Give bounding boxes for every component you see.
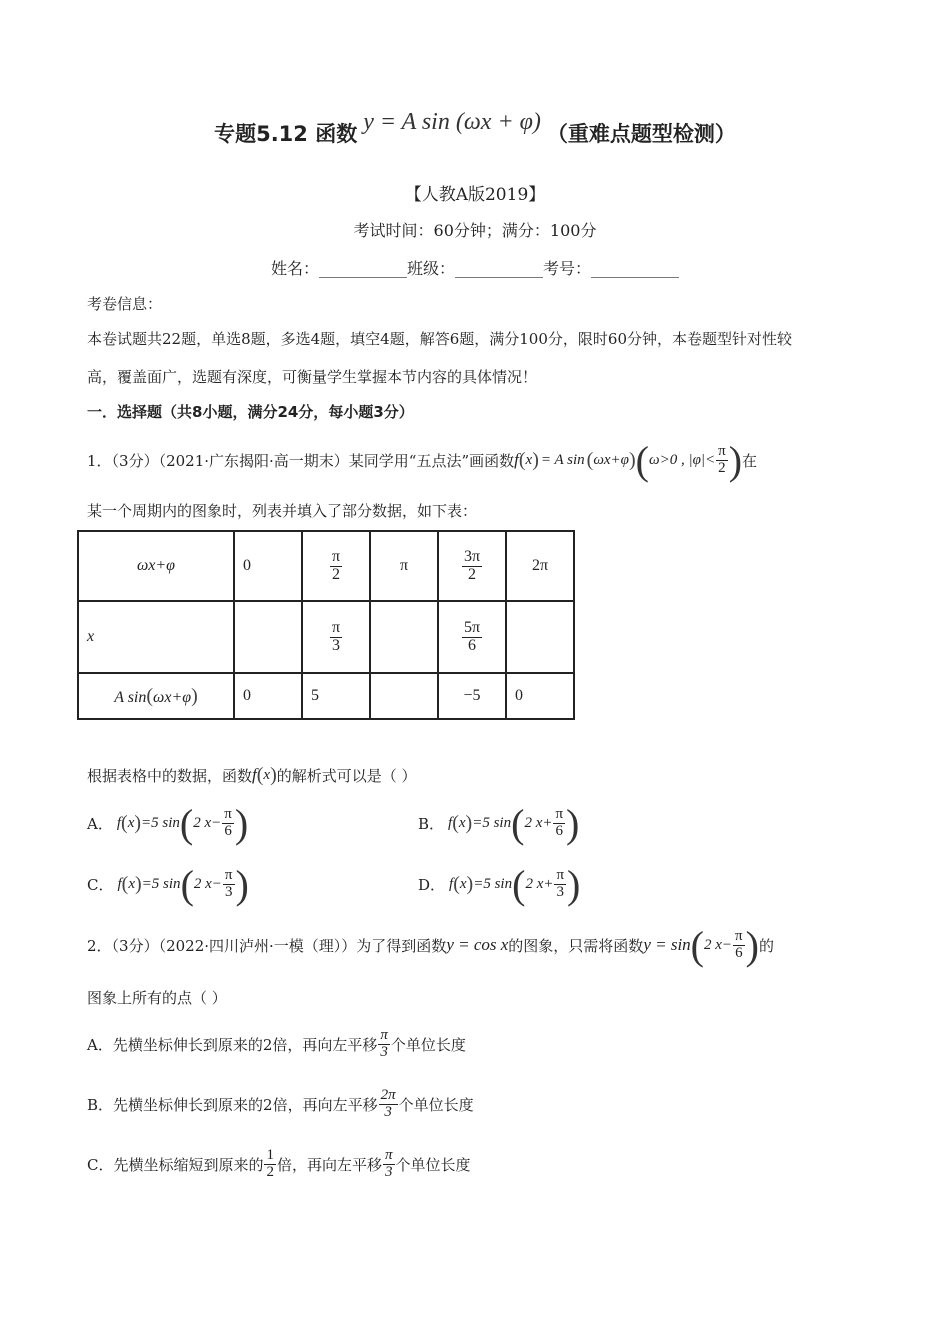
q2-target: y = cos x: [446, 935, 509, 954]
table-cell: [234, 601, 302, 673]
question-2-stem: 2．（3分）（2022·四川泸州·一模（理））为了得到函数 y = cos x 的图象，只需将函数 y = sin ( 2 x− $\frac{\pi}{6}$ ) 的: [87, 922, 774, 968]
table-cell: [506, 601, 574, 673]
section-heading: 一．选择题（共8小题，满分24分，每小题3分）: [87, 403, 414, 421]
q1-condition-frac: $\frac{\pi}{2}$: [718, 442, 726, 476]
q1-question-a: 根据表格中的数据，函数: [87, 766, 253, 785]
table-cell: [370, 673, 438, 719]
q2-line-2: 图象上所有的点（ ）: [87, 989, 227, 1007]
q1-x: x: [525, 451, 533, 468]
edition-label: 【人教A版2019】: [404, 185, 546, 205]
info-heading: 考卷信息：: [87, 295, 163, 313]
q1-condition: ω>0 , |φ|<: [648, 451, 716, 468]
q2-lead: 2．（3分）（2022·四川泸州·一模（理））为了得到函数: [87, 936, 447, 955]
page-title: [0, 109, 950, 148]
table-cell: 5: [302, 673, 370, 719]
q1-line-2: 某一个周期内的图象时，列表并填入了部分数据，如下表：: [87, 502, 478, 520]
name-blank: ___________: [318, 259, 407, 278]
table-cell: $\frac{5\pi}{6}$: [438, 601, 506, 673]
q1-option-a[interactable]: A． f ( x ) =5 sin ( 2 x− $\frac{\pi}{6}$ ): [87, 800, 249, 846]
question-1-stem: 1．（3分）（2021·广东揭阳·高一期末）某同学用“五点法”画函数 f ( x ) = A sin ( ωx+φ ) ( ω>0 , |φ|< $\frac{\pi}{2}$ ) 在: [87, 437, 758, 483]
table-cell: 2π: [506, 531, 574, 601]
table-cell: −5: [438, 673, 506, 719]
q1-option-b[interactable]: B． f ( x ) =5 sin ( 2 x+ $\frac{\pi}{6}$ ): [418, 800, 580, 846]
q1-arg: ωx+φ: [593, 451, 629, 468]
q2-option-c[interactable]: C．先横坐标缩短到原来的 $\frac{1}{2}$ 倍，再向左平移 $\frac{\pi}{3}$ 个单位长度: [87, 1146, 471, 1180]
q1-eq: = A sin: [540, 451, 585, 468]
q1-question: 根据表格中的数据，函数 f ( x ) 的解析式可以是（ ）: [87, 763, 417, 786]
q1-lead: 1．（3分）（2021·广东揭阳·高一期末）某同学用“五点法”画函数: [87, 451, 515, 470]
q1-option-c[interactable]: C． f ( x ) =5 sin ( 2 x− $\frac{\pi}{3}$ ): [87, 861, 249, 907]
id-label: 考号：: [543, 259, 592, 278]
table-cell: [370, 601, 438, 673]
table-cell: π: [370, 531, 438, 601]
table-cell: 0: [506, 673, 574, 719]
q2-mid: 的图象，只需将函数: [508, 936, 644, 955]
class-blank: ___________: [455, 259, 543, 278]
title-suffix: （重难点题型检测）: [546, 122, 736, 146]
table-cell: 0: [234, 531, 302, 601]
q1-table: [77, 530, 575, 720]
name-label: 姓名：: [270, 259, 319, 278]
table-cell: $\frac{\pi}{2}$: [302, 531, 370, 601]
table-header-cell: A sin(ωx+φ): [78, 673, 234, 719]
q2-option-b[interactable]: B．先横坐标伸长到原来的2倍，再向左平移 $\frac{2\pi}{3}$ 个单位长度: [87, 1086, 474, 1120]
q1-tail: 在: [742, 451, 758, 470]
table-cell: $\frac{\pi}{3}$: [302, 601, 370, 673]
class-label: 班级：: [406, 259, 455, 278]
table-cell: $\frac{3\pi}{2}$: [438, 531, 506, 601]
q1-option-d[interactable]: D． f ( x ) =5 sin ( 2 x+ $\frac{\pi}{3}$ ): [418, 861, 581, 907]
table-header-cell: x: [78, 601, 234, 673]
table-cell: 0: [234, 673, 302, 719]
exam-time: 考试时间：60分钟；满分：100分: [353, 221, 597, 240]
q2-option-a[interactable]: A．先横坐标伸长到原来的2倍，再向左平移 $\frac{\pi}{3}$ 个单位长度: [87, 1026, 466, 1060]
q2-source: y = sin: [643, 935, 691, 954]
table-header-cell: ωx+φ: [78, 531, 234, 601]
q1-question-b: 的解析式可以是（ ）: [276, 766, 417, 785]
info-line-2: 高，覆盖面广，选题有深度，可衡量学生掌握本节内容的具体情况！: [87, 368, 538, 386]
title-formula: y = A sin (ωx + φ): [363, 109, 541, 135]
q2-tail: 的: [758, 936, 774, 955]
id-blank: ___________: [591, 259, 680, 278]
student-info-line: [0, 256, 950, 279]
title-prefix: 专题5.12 函数: [214, 122, 358, 146]
q1-f: f: [514, 450, 519, 469]
info-line-1: 本卷试题共22题，单选8题，多选4题，填空4题，解答6题，满分100分，限时60分钟，本卷题型针对性较: [87, 330, 792, 348]
